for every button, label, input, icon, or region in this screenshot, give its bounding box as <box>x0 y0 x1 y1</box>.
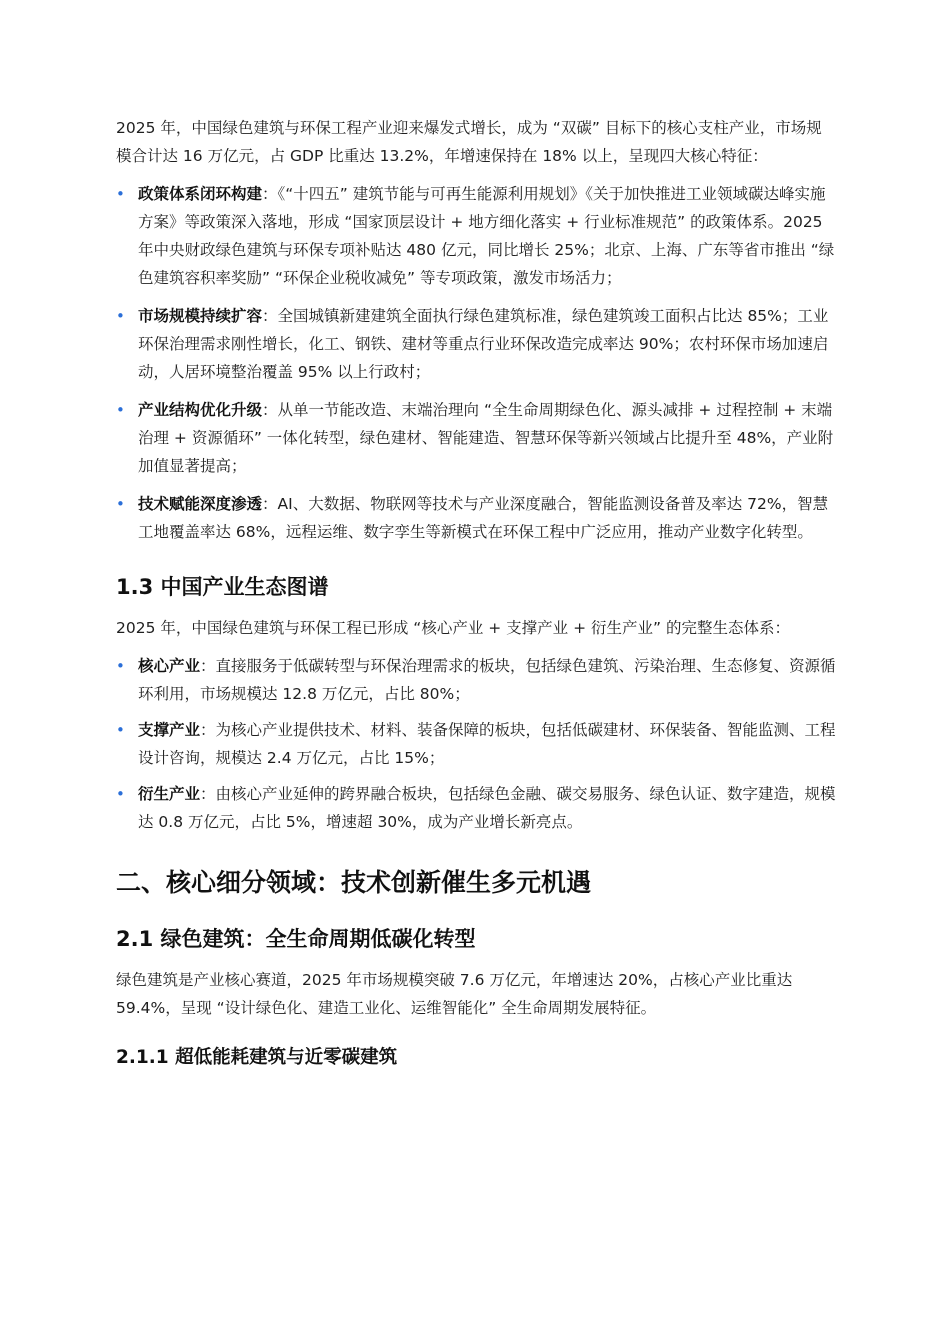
item-text: ：从单一节能改造、末端治理向 “全生命周期绿色化、源头减排 + 过程控制 + 末端治理 + 资源循环” 一体化转型，绿色建材、智能建造、智慧环保等新兴领域占比提升至 48%，产业附加值显著提高； <box>138 401 834 475</box>
item-text: ：《“十四五” 建筑节能与可再生能源利用规划》《关于加快推进工业领域碳达峰实施方案》等政策深入落地，形成 “国家顶层设计 + 地方细化落实 + 行业标准规范” 的政策体系。2025 年中央财政绿色建筑与环保专项补贴达 480 亿元，同比增长 25%；北京、上海、广东等省市推出 “绿色建筑容积率奖励” “环保企业税收减免” 等专项政策，激发市场活力； <box>138 185 835 287</box>
document-page <box>116 114 836 1072</box>
item-term: 市场规模持续扩容 <box>138 307 263 325</box>
chapter-heading: 二、核心细分领域：技术创新催生多元机遇 <box>116 868 592 897</box>
list-item <box>116 652 836 708</box>
item-term: 核心产业 <box>138 657 201 675</box>
bullet-icon: • <box>116 401 125 419</box>
item-text: ：直接服务于低碳转型与环保治理需求的板块，包括绿色建筑、污染治理、生态修复、资源循环利用，市场规模达 12.8 万亿元，占比 80%； <box>138 657 836 703</box>
subsection-heading-2-1-1: 2.1.1 超低能耗建筑与近零碳建筑 <box>116 1047 398 1068</box>
item-term: 支撑产业 <box>138 721 201 739</box>
section-heading-2-1: 2.1 绿色建筑：全生命周期低碳化转型 <box>116 927 476 951</box>
item-text: ：由核心产业延伸的跨界融合板块，包括绿色金融、碳交易服务、绿色认证、数字建造，规模达 0.8 万亿元，占比 5%，增速超 30%，成为产业增长新亮点。 <box>138 785 836 831</box>
list-item <box>116 396 836 480</box>
ecosystem-list <box>116 652 836 836</box>
list-item <box>116 302 836 386</box>
bullet-icon: • <box>116 185 125 203</box>
list-item <box>116 490 836 546</box>
item-text: ：为核心产业提供技术、材料、装备保障的板块，包括低碳建材、环保装备、智能监测、工程设计咨询，规模达 2.4 万亿元，占比 15%； <box>138 721 836 767</box>
intro-paragraph: 2025 年，中国绿色建筑与环保工程产业迎来爆发式增长，成为 “双碳” 目标下的核心支柱产业，市场规模合计达 16 万亿元，占 GDP 比重达 13.2%，年增速保持在 18% 以上，呈现四大核心特征： <box>116 119 822 165</box>
section-heading-1-3: 1.3 中国产业生态图谱 <box>116 575 329 599</box>
list-item <box>116 180 836 292</box>
item-text: ：全国城镇新建建筑全面执行绿色建筑标准，绿色建筑竣工面积占比达 85%；工业环保治理需求刚性增长，化工、钢铁、建材等重点行业环保改造完成率达 90%；农村环保市场加速启动，人居环境整治覆盖 95% 以上行政村； <box>138 307 829 381</box>
item-text: ：AI、大数据、物联网等技术与产业深度融合，智能监测设备普及率达 72%，智慧工地覆盖率达 68%，远程运维、数字孪生等新模式在环保工程中广泛应用，推动产业数字化转型。 <box>138 495 829 541</box>
list-item <box>116 780 836 836</box>
bullet-icon: • <box>116 495 125 513</box>
section-1-3-intro: 2025 年，中国绿色建筑与环保工程已形成 “核心产业 + 支撑产业 + 衍生产业” 的完整生态体系： <box>116 619 790 637</box>
bullet-icon: • <box>116 785 125 803</box>
section-2-1-paragraph: 绿色建筑是产业核心赛道，2025 年市场规模突破 7.6 万亿元，年增速达 20%，占核心产业比重达 59.4%，呈现 “设计绿色化、建造工业化、运维智能化” 全生命周期发展特征。 <box>116 971 793 1017</box>
item-term: 产业结构优化升级 <box>138 401 263 419</box>
item-term: 政策体系闭环构建 <box>138 185 263 203</box>
features-list <box>116 180 836 546</box>
list-item <box>116 716 836 772</box>
bullet-icon: • <box>116 657 125 675</box>
bullet-icon: • <box>116 721 125 739</box>
bullet-icon: • <box>116 307 125 325</box>
item-term: 技术赋能深度渗透 <box>138 495 263 513</box>
item-term: 衍生产业 <box>138 785 201 803</box>
